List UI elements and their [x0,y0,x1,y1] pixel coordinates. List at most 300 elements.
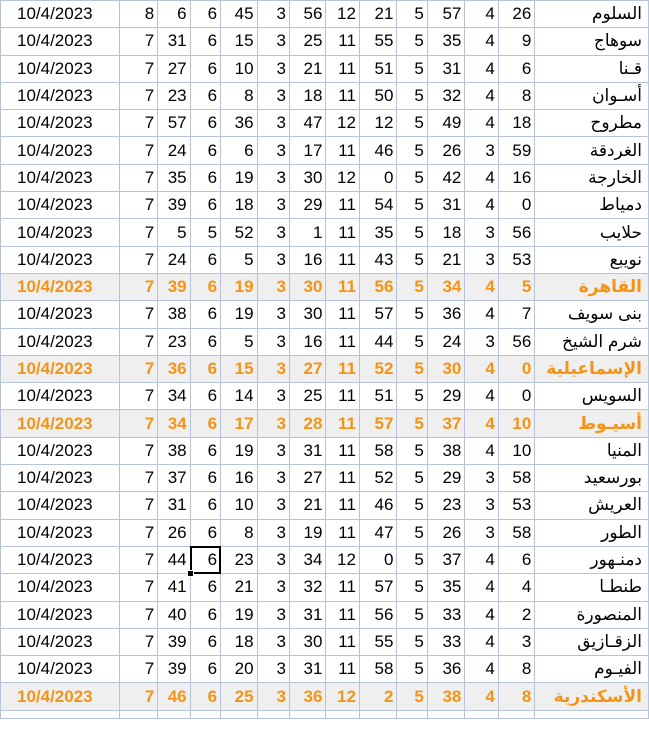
value-cell[interactable]: 24 [158,246,190,273]
value-cell[interactable]: 12 [326,546,359,573]
city-name-cell[interactable]: المنصورة [535,601,649,628]
empty-cell[interactable] [221,710,258,718]
value-cell[interactable]: 34 [158,410,190,437]
date-cell[interactable]: 10/4/2023 [1,465,120,492]
city-name-cell[interactable]: دمنـهور [535,546,649,573]
value-cell[interactable]: 33 [427,628,465,655]
value-cell[interactable]: 11 [326,55,359,82]
date-cell[interactable]: 10/4/2023 [1,301,120,328]
city-name-cell[interactable]: الزقـازيق [535,628,649,655]
value-cell[interactable]: 5 [397,465,427,492]
value-cell[interactable]: 6 [190,301,220,328]
value-cell[interactable]: 10 [498,410,535,437]
value-cell[interactable]: 3 [257,519,289,546]
value-cell[interactable]: 8 [498,656,535,683]
value-cell[interactable]: 14 [221,383,258,410]
value-cell[interactable]: 21 [289,492,326,519]
value-cell[interactable]: 3 [257,192,289,219]
value-cell[interactable]: 51 [359,383,397,410]
value-cell[interactable]: 10 [221,492,258,519]
value-cell[interactable]: 5 [397,410,427,437]
value-cell[interactable]: 3 [257,273,289,300]
value-cell[interactable]: 4 [465,574,498,601]
value-cell[interactable]: 27 [158,55,190,82]
city-name-cell[interactable]: الغردقة [535,137,649,164]
value-cell[interactable]: 5 [397,328,427,355]
value-cell[interactable]: 31 [289,656,326,683]
date-cell[interactable]: 10/4/2023 [1,656,120,683]
value-cell[interactable]: 3 [257,1,289,28]
value-cell[interactable]: 7 [119,410,158,437]
value-cell[interactable]: 36 [158,355,190,382]
value-cell[interactable]: 39 [158,273,190,300]
date-cell[interactable]: 10/4/2023 [1,219,120,246]
value-cell[interactable]: 26 [427,137,465,164]
value-cell[interactable]: 18 [498,110,535,137]
value-cell[interactable]: 19 [221,437,258,464]
value-cell[interactable]: 35 [427,574,465,601]
date-cell[interactable]: 10/4/2023 [1,328,120,355]
value-cell[interactable]: 39 [158,192,190,219]
value-cell[interactable]: 7 [119,55,158,82]
value-cell[interactable]: 7 [119,192,158,219]
value-cell[interactable]: 3 [257,437,289,464]
value-cell[interactable]: 7 [119,219,158,246]
value-cell[interactable]: 5 [397,28,427,55]
value-cell[interactable]: 11 [326,601,359,628]
value-cell[interactable]: 5 [158,219,190,246]
city-name-cell[interactable]: قـنا [535,55,649,82]
value-cell[interactable]: 7 [119,82,158,109]
value-cell[interactable]: 23 [158,328,190,355]
value-cell[interactable]: 11 [326,437,359,464]
value-cell[interactable]: 27 [289,465,326,492]
value-cell[interactable]: 3 [257,492,289,519]
value-cell[interactable]: 58 [359,656,397,683]
value-cell[interactable]: 5 [221,246,258,273]
value-cell[interactable]: 3 [257,383,289,410]
value-cell[interactable]: 21 [221,574,258,601]
value-cell[interactable]: 6 [190,1,220,28]
date-cell[interactable]: 10/4/2023 [1,492,120,519]
date-cell[interactable]: 10/4/2023 [1,164,120,191]
value-cell[interactable]: 6 [190,246,220,273]
value-cell[interactable]: 5 [397,683,427,710]
date-cell[interactable]: 10/4/2023 [1,273,120,300]
value-cell[interactable]: 5 [397,574,427,601]
value-cell[interactable]: 36 [427,656,465,683]
value-cell[interactable]: 43 [359,246,397,273]
value-cell[interactable]: 12 [326,110,359,137]
value-cell[interactable]: 30 [427,355,465,382]
value-cell[interactable]: 8 [498,82,535,109]
value-cell[interactable]: 3 [465,492,498,519]
value-cell[interactable]: 11 [326,246,359,273]
value-cell[interactable]: 24 [158,137,190,164]
value-cell[interactable]: 7 [119,246,158,273]
value-cell[interactable]: 10 [221,55,258,82]
value-cell[interactable]: 4 [465,1,498,28]
value-cell[interactable]: 54 [359,192,397,219]
value-cell[interactable]: 52 [359,465,397,492]
value-cell[interactable]: 57 [359,574,397,601]
date-cell[interactable]: 10/4/2023 [1,574,120,601]
value-cell[interactable]: 39 [158,656,190,683]
value-cell[interactable]: 11 [326,219,359,246]
value-cell[interactable]: 3 [257,137,289,164]
value-cell[interactable]: 21 [427,246,465,273]
value-cell[interactable]: 6 [190,628,220,655]
value-cell[interactable]: 27 [289,355,326,382]
value-cell[interactable]: 4 [465,301,498,328]
value-cell[interactable]: 55 [359,628,397,655]
value-cell[interactable]: 5 [397,110,427,137]
value-cell[interactable]: 11 [326,192,359,219]
value-cell[interactable]: 6 [498,546,535,573]
value-cell[interactable]: 6 [190,137,220,164]
empty-cell[interactable] [119,710,158,718]
value-cell[interactable]: 56 [498,219,535,246]
value-cell[interactable]: 7 [119,437,158,464]
value-cell[interactable]: 4 [465,110,498,137]
value-cell[interactable]: 19 [289,519,326,546]
city-name-cell[interactable]: أسيـوط [535,410,649,437]
empty-cell[interactable] [1,710,120,718]
value-cell[interactable]: 5 [397,519,427,546]
value-cell[interactable]: 3 [257,219,289,246]
value-cell[interactable]: 7 [119,574,158,601]
value-cell[interactable]: 6 [190,273,220,300]
value-cell[interactable]: 15 [221,355,258,382]
value-cell[interactable]: 49 [427,110,465,137]
value-cell[interactable]: 32 [289,574,326,601]
value-cell[interactable]: 11 [326,519,359,546]
value-cell[interactable]: 12 [326,164,359,191]
value-cell[interactable]: 39 [158,628,190,655]
date-cell[interactable]: 10/4/2023 [1,437,120,464]
city-name-cell[interactable]: القاهرة [535,273,649,300]
value-cell[interactable]: 4 [465,683,498,710]
value-cell[interactable]: 5 [397,355,427,382]
value-cell[interactable]: 37 [427,410,465,437]
value-cell[interactable]: 34 [289,546,326,573]
date-cell[interactable]: 10/4/2023 [1,355,120,382]
value-cell[interactable]: 6 [190,55,220,82]
value-cell[interactable]: 33 [427,601,465,628]
value-cell[interactable]: 7 [119,137,158,164]
city-name-cell[interactable]: الفيـوم [535,656,649,683]
value-cell[interactable]: 7 [119,492,158,519]
value-cell[interactable]: 56 [498,328,535,355]
value-cell[interactable]: 3 [257,355,289,382]
value-cell[interactable]: 44 [359,328,397,355]
value-cell[interactable]: 36 [427,301,465,328]
city-name-cell[interactable]: مطروح [535,110,649,137]
value-cell[interactable]: 31 [289,437,326,464]
value-cell[interactable]: 38 [427,683,465,710]
date-cell[interactable]: 10/4/2023 [1,383,120,410]
value-cell[interactable]: 7 [119,301,158,328]
value-cell[interactable]: 3 [257,164,289,191]
empty-cell[interactable] [257,710,289,718]
value-cell[interactable]: 4 [465,82,498,109]
value-cell[interactable]: 5 [397,219,427,246]
value-cell[interactable]: 8 [119,1,158,28]
value-cell[interactable]: 5 [397,192,427,219]
value-cell[interactable]: 31 [427,55,465,82]
value-cell[interactable]: 3 [257,546,289,573]
value-cell[interactable]: 6 [190,492,220,519]
value-cell[interactable]: 21 [289,55,326,82]
city-name-cell[interactable]: طنطـا [535,574,649,601]
value-cell[interactable]: 38 [158,301,190,328]
value-cell[interactable]: 0 [498,355,535,382]
value-cell[interactable]: 2 [359,683,397,710]
value-cell[interactable]: 30 [289,273,326,300]
value-cell[interactable]: 5 [498,273,535,300]
value-cell[interactable]: 11 [326,465,359,492]
value-cell[interactable]: 5 [397,437,427,464]
value-cell[interactable]: 4 [465,410,498,437]
value-cell[interactable]: 53 [498,492,535,519]
value-cell[interactable]: 23 [158,82,190,109]
value-cell[interactable]: 3 [465,328,498,355]
value-cell[interactable]: 16 [289,328,326,355]
value-cell[interactable]: 31 [427,192,465,219]
value-cell[interactable]: 47 [289,110,326,137]
value-cell[interactable]: 16 [289,246,326,273]
value-cell[interactable]: 35 [158,164,190,191]
value-cell[interactable]: 37 [427,546,465,573]
value-cell[interactable]: 8 [221,519,258,546]
value-cell[interactable]: 4 [465,546,498,573]
city-name-cell[interactable]: السويس [535,383,649,410]
date-cell[interactable]: 10/4/2023 [1,519,120,546]
city-name-cell[interactable]: أسـوان [535,82,649,109]
date-cell[interactable]: 10/4/2023 [1,28,120,55]
value-cell[interactable]: 7 [119,519,158,546]
value-cell[interactable]: 10 [498,437,535,464]
value-cell[interactable]: 1 [289,219,326,246]
value-cell[interactable]: 46 [359,492,397,519]
value-cell[interactable]: 6 [190,437,220,464]
value-cell[interactable]: 3 [257,574,289,601]
value-cell[interactable]: 3 [498,628,535,655]
value-cell[interactable]: 6 [190,110,220,137]
value-cell[interactable]: 57 [359,410,397,437]
value-cell[interactable]: 32 [427,82,465,109]
value-cell[interactable]: 24 [427,328,465,355]
value-cell[interactable]: 28 [289,410,326,437]
value-cell[interactable]: 47 [359,519,397,546]
value-cell[interactable]: 11 [326,410,359,437]
value-cell[interactable]: 7 [119,628,158,655]
value-cell[interactable]: 5 [397,601,427,628]
value-cell[interactable]: 11 [326,574,359,601]
value-cell[interactable]: 5 [397,82,427,109]
city-name-cell[interactable]: شرم الشيخ [535,328,649,355]
value-cell[interactable]: 51 [359,55,397,82]
value-cell[interactable]: 4 [465,192,498,219]
value-cell[interactable]: 58 [498,519,535,546]
value-cell[interactable]: 7 [119,28,158,55]
value-cell[interactable]: 4 [465,55,498,82]
value-cell[interactable]: 11 [326,273,359,300]
value-cell[interactable]: 58 [359,437,397,464]
value-cell[interactable]: 11 [326,628,359,655]
value-cell[interactable]: 8 [498,683,535,710]
value-cell[interactable]: 3 [465,137,498,164]
value-cell[interactable]: 42 [427,164,465,191]
value-cell[interactable]: 11 [326,355,359,382]
value-cell[interactable]: 8 [221,82,258,109]
active-cell[interactable]: 6 [190,546,220,573]
city-name-cell[interactable]: الأسكندرية [535,683,649,710]
value-cell[interactable]: 0 [359,546,397,573]
value-cell[interactable]: 4 [465,628,498,655]
value-cell[interactable]: 26 [158,519,190,546]
value-cell[interactable]: 31 [158,28,190,55]
value-cell[interactable]: 5 [397,55,427,82]
value-cell[interactable]: 4 [465,28,498,55]
value-cell[interactable]: 11 [326,383,359,410]
value-cell[interactable]: 7 [119,328,158,355]
value-cell[interactable]: 34 [158,383,190,410]
value-cell[interactable]: 19 [221,301,258,328]
value-cell[interactable]: 0 [359,164,397,191]
value-cell[interactable]: 3 [257,465,289,492]
fill-handle[interactable] [187,570,194,577]
value-cell[interactable]: 11 [326,82,359,109]
value-cell[interactable]: 3 [257,28,289,55]
empty-cell[interactable] [359,710,397,718]
city-name-cell[interactable]: نويبع [535,246,649,273]
value-cell[interactable]: 4 [465,355,498,382]
value-cell[interactable]: 5 [397,656,427,683]
value-cell[interactable]: 7 [119,355,158,382]
value-cell[interactable]: 29 [427,465,465,492]
empty-cell[interactable] [158,710,190,718]
value-cell[interactable]: 58 [498,465,535,492]
date-cell[interactable]: 10/4/2023 [1,192,120,219]
value-cell[interactable]: 11 [326,137,359,164]
value-cell[interactable]: 36 [289,683,326,710]
value-cell[interactable]: 4 [465,656,498,683]
value-cell[interactable]: 3 [257,301,289,328]
value-cell[interactable]: 41 [158,574,190,601]
date-cell[interactable]: 10/4/2023 [1,410,120,437]
value-cell[interactable]: 6 [498,55,535,82]
value-cell[interactable]: 12 [326,683,359,710]
value-cell[interactable]: 31 [158,492,190,519]
value-cell[interactable]: 52 [221,219,258,246]
value-cell[interactable]: 6 [190,383,220,410]
value-cell[interactable]: 7 [498,301,535,328]
empty-cell[interactable] [498,710,535,718]
value-cell[interactable]: 5 [397,301,427,328]
value-cell[interactable]: 3 [257,328,289,355]
city-name-cell[interactable]: العريش [535,492,649,519]
value-cell[interactable]: 5 [190,219,220,246]
value-cell[interactable]: 6 [190,683,220,710]
value-cell[interactable]: 6 [190,519,220,546]
value-cell[interactable]: 57 [427,1,465,28]
value-cell[interactable]: 5 [397,1,427,28]
city-name-cell[interactable]: الطور [535,519,649,546]
value-cell[interactable]: 29 [289,192,326,219]
value-cell[interactable]: 45 [221,1,258,28]
value-cell[interactable]: 3 [257,628,289,655]
city-name-cell[interactable]: المنيا [535,437,649,464]
value-cell[interactable]: 6 [190,601,220,628]
value-cell[interactable]: 5 [221,328,258,355]
date-cell[interactable]: 10/4/2023 [1,1,120,28]
value-cell[interactable]: 40 [158,601,190,628]
value-cell[interactable]: 4 [465,273,498,300]
value-cell[interactable]: 11 [326,328,359,355]
value-cell[interactable]: 11 [326,492,359,519]
city-name-cell[interactable]: بورسعيد [535,465,649,492]
value-cell[interactable]: 30 [289,164,326,191]
value-cell[interactable]: 18 [221,628,258,655]
value-cell[interactable]: 3 [257,656,289,683]
empty-cell[interactable] [397,710,427,718]
value-cell[interactable]: 3 [257,601,289,628]
city-name-cell[interactable]: حلايب [535,219,649,246]
date-cell[interactable]: 10/4/2023 [1,55,120,82]
value-cell[interactable]: 7 [119,383,158,410]
value-cell[interactable]: 26 [427,519,465,546]
value-cell[interactable]: 37 [158,465,190,492]
value-cell[interactable]: 31 [289,601,326,628]
date-cell[interactable]: 10/4/2023 [1,82,120,109]
value-cell[interactable]: 25 [289,28,326,55]
value-cell[interactable]: 6 [190,328,220,355]
value-cell[interactable]: 3 [465,465,498,492]
value-cell[interactable]: 12 [326,1,359,28]
value-cell[interactable]: 4 [465,601,498,628]
value-cell[interactable]: 46 [359,137,397,164]
value-cell[interactable]: 9 [498,28,535,55]
value-cell[interactable]: 56 [359,601,397,628]
city-name-cell[interactable]: دمياط [535,192,649,219]
value-cell[interactable]: 18 [427,219,465,246]
value-cell[interactable]: 57 [359,301,397,328]
value-cell[interactable]: 7 [119,601,158,628]
value-cell[interactable]: 17 [289,137,326,164]
value-cell[interactable]: 19 [221,164,258,191]
value-cell[interactable]: 56 [289,1,326,28]
city-name-cell[interactable]: بنى سويف [535,301,649,328]
value-cell[interactable]: 56 [359,273,397,300]
empty-cell[interactable] [190,710,220,718]
value-cell[interactable]: 6 [158,1,190,28]
value-cell[interactable]: 7 [119,546,158,573]
value-cell[interactable]: 36 [221,110,258,137]
empty-cell[interactable] [289,710,326,718]
value-cell[interactable]: 11 [326,28,359,55]
value-cell[interactable]: 21 [359,1,397,28]
value-cell[interactable]: 5 [397,546,427,573]
value-cell[interactable]: 17 [221,410,258,437]
value-cell[interactable]: 7 [119,164,158,191]
value-cell[interactable]: 5 [397,164,427,191]
value-cell[interactable]: 19 [221,601,258,628]
value-cell[interactable]: 6 [190,82,220,109]
value-cell[interactable]: 12 [359,110,397,137]
empty-cell[interactable] [535,710,649,718]
value-cell[interactable]: 6 [190,465,220,492]
